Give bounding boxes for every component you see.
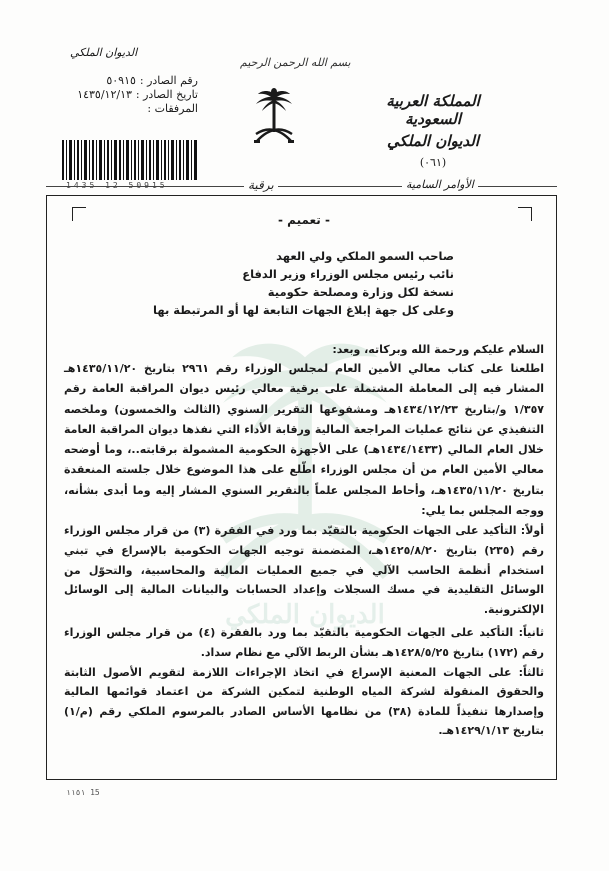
kingdom-name: المملكة العربية السعودية — [386, 92, 480, 128]
addressee-line: نسخة لكل وزارة ومصلحة حكومية — [267, 285, 454, 299]
basmala: بسم الله الرحمن الرحيم — [240, 56, 351, 69]
barcode — [62, 140, 197, 180]
watermark-text: الديوان الملكي — [225, 600, 385, 630]
directive-first: أولاً: التأكيد على الجهات الحكومية بالتقيّد بما ورد في الفقرة (٣) من قرار مجلس الوزراء رقم (٢٣٥) بتاريخ ١٤٢٥/٨/٢٠هـ، المتضمنة توجيه الجهات الحكومية بالإسراع في تبني استخدام أنظمة الحاسب الآلي في جميع العمليات المالية والمحاسبية، والتحوّل من الوسائل التقليدية في مسك السجلات وإعداد الحسابات والبيانات المالية إلى الوسائل الإلكترونية. — [64, 524, 545, 616]
issue-metadata — [68, 74, 198, 116]
royal-court-heading-left: الديوان الملكي — [70, 46, 138, 59]
issue-number: ٥٠٩١٥ — [106, 74, 136, 87]
addressees — [64, 247, 544, 319]
header-divider — [46, 186, 557, 187]
addressee-line: صاحب السمو الملكي ولي العهد — [276, 249, 454, 263]
greeting: السلام عليكم ورحمة الله وبركاته، وبعد: — [332, 343, 544, 356]
issue-date-row — [68, 88, 198, 102]
addressee-line: نائب رئيس مجلس الوزراء وزير الدفاع — [242, 267, 454, 281]
palm-and-swords-emblem-icon — [252, 88, 296, 154]
circular-title: - تعميم - — [278, 213, 330, 227]
main-paragraph: اطلعنا على كتاب معالي الأمين العام لمجلس الوزراء رقم ٢٩٦١ بتاريخ ١٤٣٥/١١/٢٠هـ المشار فيه إلى المعاملة المشتملة على برقية معالي رئيس ديوان المراقبة العامة رقم ١/٣٥٧ و/بتاريخ ١٤٣٤/١٢/٢٣هـ ومشفوعها التقرير السنوي (الثالث والخمسون) وملخصه التنفيذي عن نتائج عمليات المراجعة المالية ورقابة الأداء التي نفذها ديوان المراقبة العامة خلال العام المالي (١٤٣٤/١٤٣٣هـ) على الأجهزة الحكومية المشمولة برقابته..، وما أوضحه معالي الأمين العام من أن مجلس الوزراء اطّلع على هذا الموضوع خلال جلسته المنعقدة بتاريخ ١٤٣٥/١١/٢٠هـ، وأحاط المجلس علماً بالتقرير السنوي المشار إليه وما أبدى بشأنه، ووجه المجلس بما يلي: — [64, 362, 545, 518]
issue-number-label: رقم الصادر : — [139, 74, 198, 87]
attachments-label: المرفقات : — [147, 102, 198, 115]
royal-orders-label: الأوامر السامية — [402, 178, 478, 191]
addressee-line: وعلى كل جهة إبلاغ الجهات التابعة لها أو المرتبطة بها — [153, 303, 454, 317]
issue-date: ١٤٣٥/١٢/١٣ — [77, 88, 132, 101]
page-reference: ١١٥١ 15 — [66, 788, 100, 797]
telegram-label: برقية — [244, 178, 278, 192]
directive-second: ثانياً: التأكيد على الجهات الحكومية بالتقيّد بما ورد بالفقرة (٤) من قرار مجلس الوزراء رقم (١٧٢) بتاريخ ١٤٢٨/٥/٢٥هـ بشأن الربط الآلي مع نظام سداد. — [64, 626, 545, 659]
kingdom-heading — [378, 92, 488, 169]
issue-number-row — [68, 74, 198, 88]
issue-date-label: تاريخ الصادر : — [135, 88, 198, 101]
letter-body — [64, 200, 544, 741]
office-code: (٠٦١) — [419, 156, 447, 169]
royal-court-heading: الديوان الملكي — [386, 132, 480, 150]
directive-third: ثالثاً: على الجهات المعنية الإسراع في اتخاذ الإجراءات اللازمة لتقويم الأصول الثابتة والحقوق المنقولة لشركة المياه الوطنية لتمكين الشركة من اعتماد قوائمها المالية وإصدارها تنفيذاً للمادة (٣٨) من نظامها الأساس الصادر بالمرسوم الملكي رقم (م/١) بتاريخ ١٤٢٩/١/١٣هـ. — [64, 665, 544, 738]
attachments-row — [68, 102, 198, 116]
